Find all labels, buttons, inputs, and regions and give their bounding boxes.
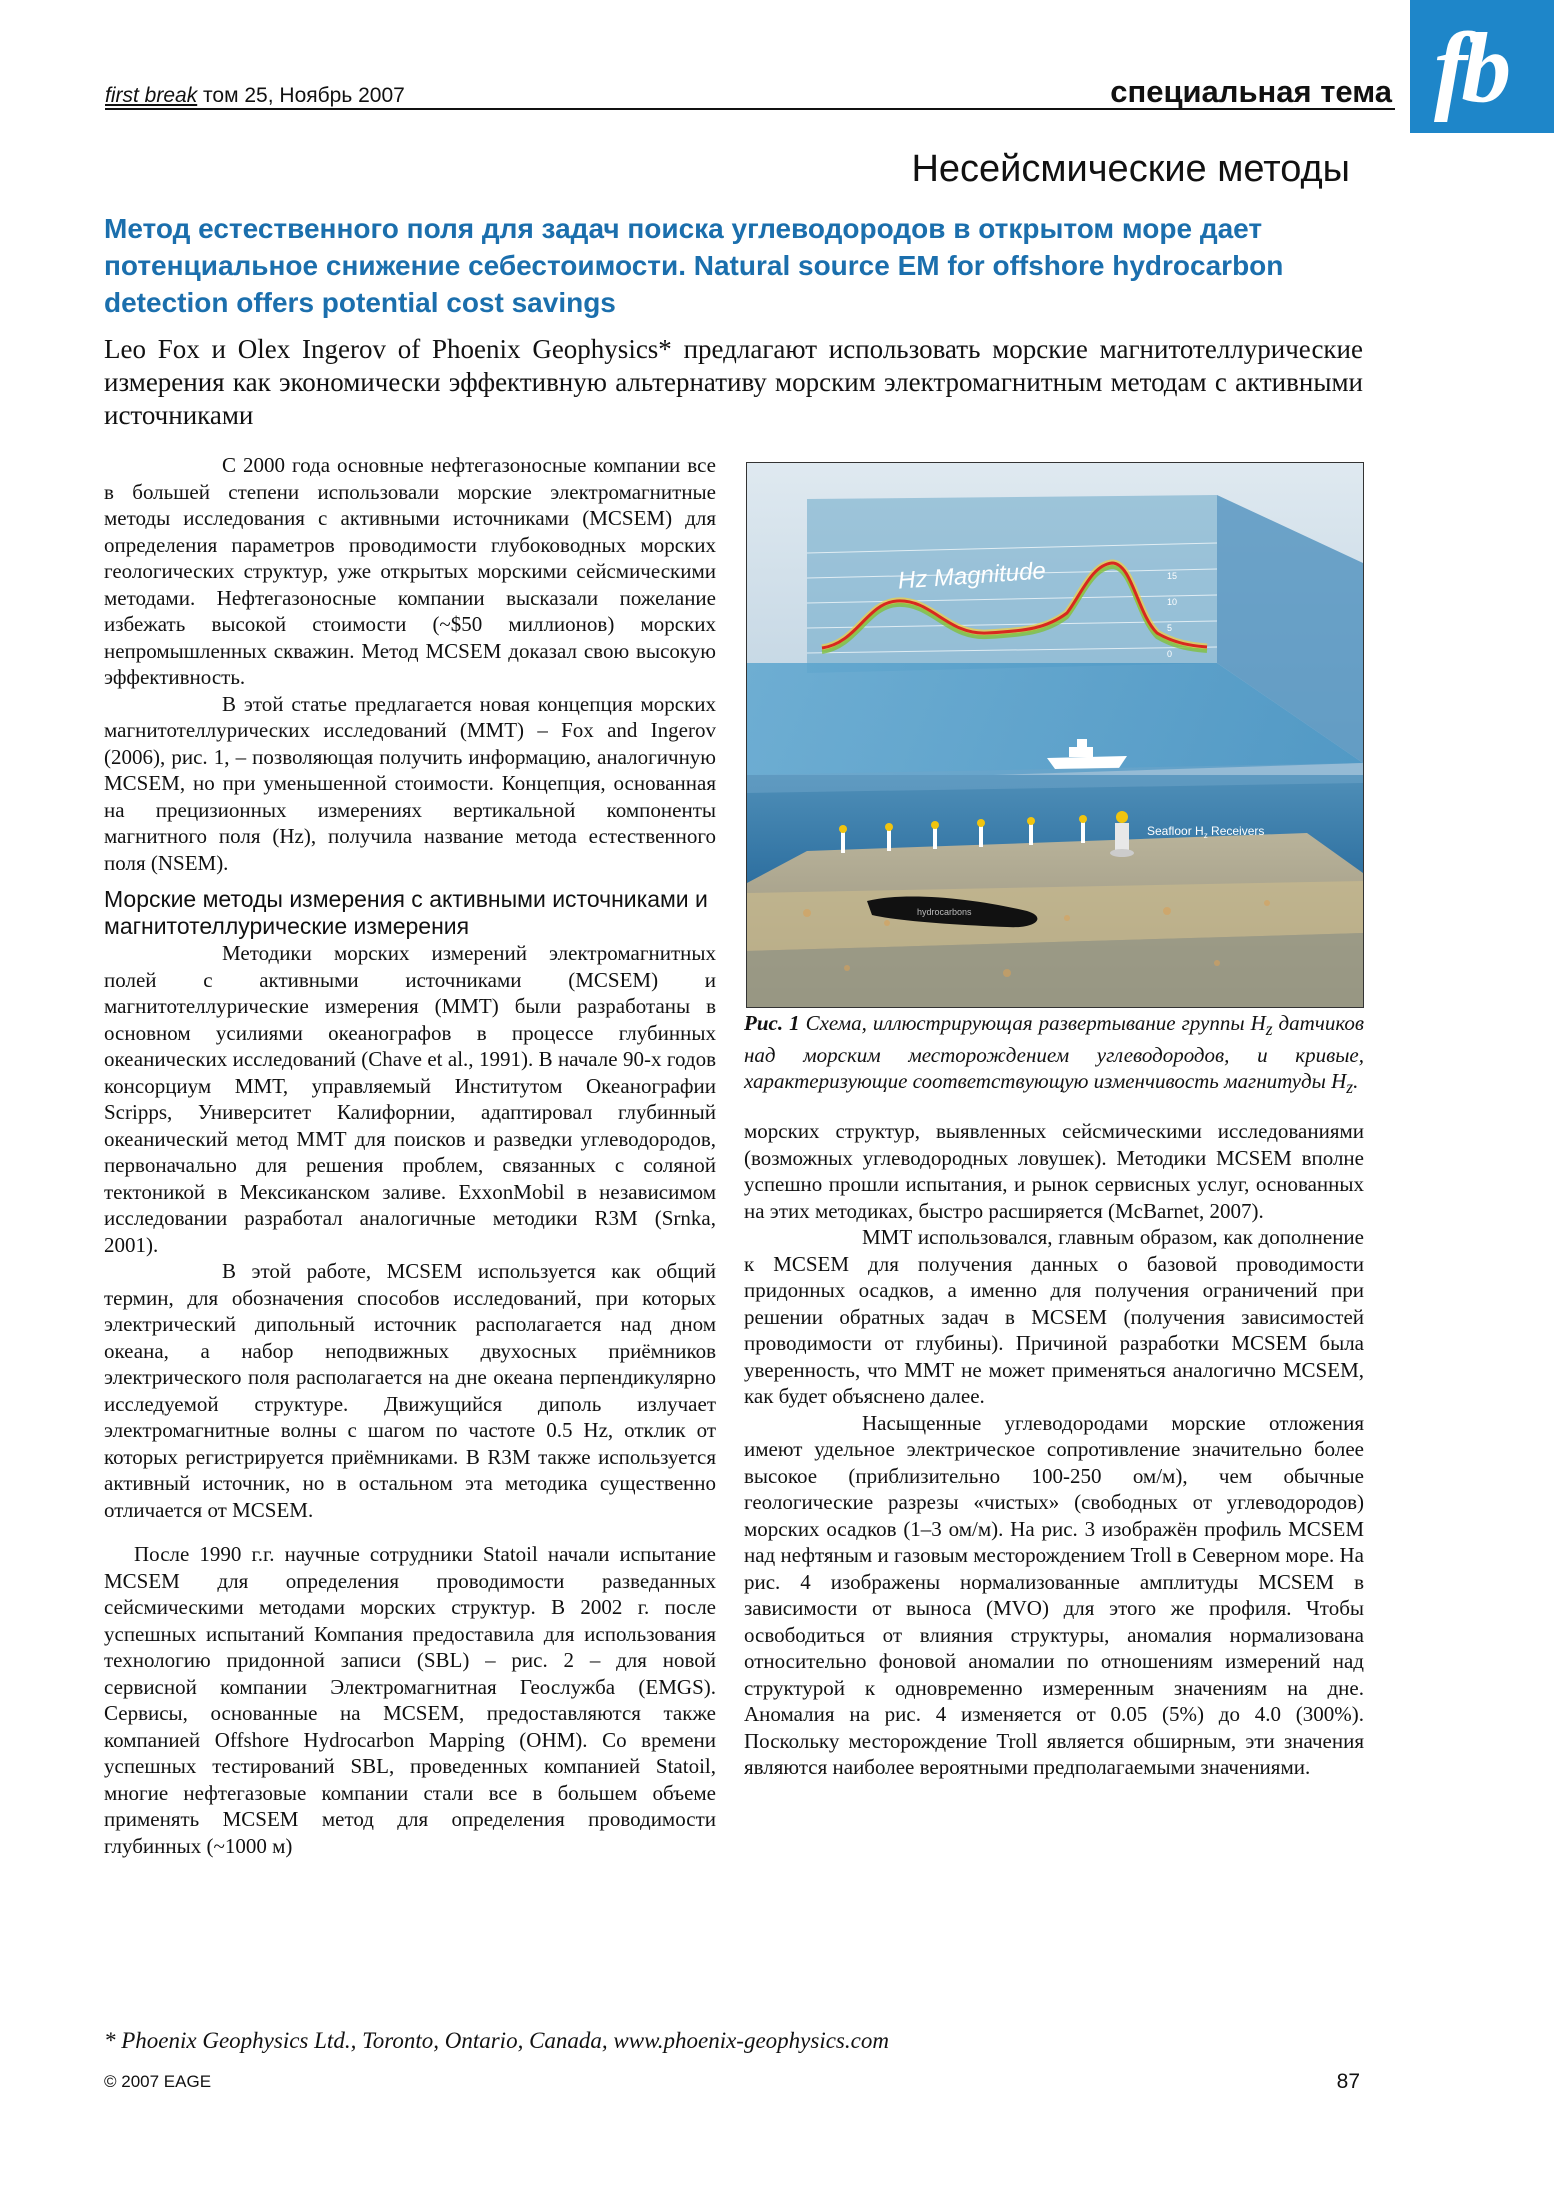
magnitude-label: Hz Magnitude [897, 557, 1047, 595]
fb-logo [1410, 0, 1554, 133]
article-title: Метод естественного поля для задач поиска углеводородов в открытом море дает потенциальное снижение себестоимости. Natural source EM for offshore hydrocarbon detection offers potential cost savings [104, 213, 1284, 318]
paragraph: В этой статье предлагается новая концепция морских магнитотеллурических исследований (ММТ) – Fox and Ingerov (2006), рис. 1, – позволяющая получить информацию, аналогичную MCSEM, но при уменьшенной стоимости. Концепция, основанная на прецизионных измерениях вертикальной компоненты магнитного поля (Hz), получила название метода естественного поля (NSEM). [104, 691, 716, 875]
figure-caption [744, 1010, 1364, 1100]
paragraph: С 2000 года основные нефтегазоносные компании все в большей степени использовали морские электромагнитные методы исследования с активными источниками (MCSEM) для определения параметров проводимости глубоководных морских геологических структур, уже открытых морскими сейсмическими методами. Нефтегазоносные компании высказали пожелание избежать высокой стоимости (~$50 миллионов) морских непромышленных скважин. Метод MCSEM доказал свою высокую эффективность. [104, 453, 716, 689]
journal-name: first break [105, 84, 198, 107]
footnote: * Phoenix Geophysics Ltd., Toronto, Ontario, Canada, www.phoenix-geophysics.com [104, 2028, 889, 2053]
journal-issue: том 25, Ноябрь 2007 [203, 84, 405, 107]
page-number: 87 [1336, 2070, 1360, 2093]
logo-text: fb [1434, 12, 1506, 123]
scale-tick: 15 [1167, 571, 1178, 581]
paragraph: В этой работе, MCSEM используется как общий термин, для обозначения способов исследований, при которых электрический дипольный источник располагается над дном океана, а набор неподвижных двухосных приёмников электрического поля располагается на дне океана перпендикулярно исследуемой структуре. Движущийся диполь излучает электромагнитные волны с шагом по частоте 0.5 Hz, отклик от которых регистрируется приёмниками. В R3M также используется активный источник, но в остальном эта методика существенно отличается от MCSEM. [104, 1259, 716, 1522]
figure-illustration [747, 463, 1363, 1007]
topic-title: Несейсмические методы [911, 148, 1350, 190]
journal-header [105, 84, 405, 108]
left-column [104, 452, 716, 1859]
paragraph: Насыщенные углеводородами морские отложения имеют удельное электрическое сопротивление значительно более высокое (приблизительно 100-250 ом/м), чем обычные геологические разрезы «чистых» (свободных от углеводородов) морских осадков (1–3 ом/м). На рис. 3 изображён профиль MCSEM над нефтяным и газовым месторождением Troll в Северном море. На рис. 4 изображены нормализованные амплитуды MCSEM в зависимости от выноса (MVO) для этого же профиля. Чтобы освободиться от влияния структуры, аномалия нормализована относительно фоновой аномалии по отношениям измерений над структурой к одновременно измеренным значениям на дне. Аномалия на рис. 4 изменяется от 0.05 (5%) до 4.0 (300%). Поскольку месторождение Troll является обширным, эти значения являются наиболее вероятными предполагаемыми значениями. [744, 1410, 1364, 1779]
hydrocarbons-label: hydrocarbons [917, 907, 972, 917]
caption-label: Рис. 1 [744, 1011, 800, 1035]
receivers-label: Seafloor $H_z$ Receivers [1147, 824, 1265, 840]
article-intro: Leo Fox и Olex Ingerov of Phoenix Geophysics* предлагают использовать морские магнитотеллурические измерения как экономически эффективную альтернативу морским электромагнитным методам с активными источниками [104, 334, 1363, 430]
scale-tick: 0 [1167, 649, 1173, 659]
caption-sub: z [1265, 1019, 1273, 1040]
paragraph: морских структур, выявленных сейсмическими исследованиями (возможных углеводородных ловушек). Методики MCSEM вполне успешно прошли испытания, и рынок сервисных услуг, основанных на этих методиках, быстро расширяется (McBarnet, 2007). [744, 1119, 1364, 1223]
caption-text: Схема, иллюстрирующая развертывание группы H [805, 1011, 1266, 1035]
paragraph: Методики морских измерений электромагнитных полей с активными источниками (MCSEM) и магнитотеллурические измерения (ММТ) были разработаны в основном усилиями океанографов в процессе глубинных океанических исследований (Chave et al., 1991). В начале 90-х годов консорциум ММТ, управляемый Институтом Океанографии Scripps, Университет Калифорнии, адаптировал глубинный океанический метод ММТ для поисков и разведки углеводородов, первоначально для решения проблем, связанных с соляной тектоникой в Мексиканском заливе. ExxonMobil в независимом исследовании разработал аналогичные методики R3M (Srnka, 2001). [104, 941, 716, 1257]
caption-text-2: датчиков над морским месторождением углеводородов, и кривые, характеризующие соответствующую изменчивость магнитуды H [744, 1011, 1365, 1094]
copyright: © 2007 EAGE [104, 2072, 212, 2091]
paragraph: После 1990 г.г. научные сотрудники Statoil начали испытание MCSEM для определения проводимости разведанных сейсмическими методами морских структур. В 2002 г. после успешных испытаний Компания предоставила для использования технологию придонной записи (SBL) – рис. 2 – для новой сервисной компании Электромагнитная Геослужба (EMGS). Сервисы, основанные на MCSEM, предоставляются также компанией Offshore Hydrocarbon Mapping (OHM). Со времени успешных тестирований SBL, проведенных компанией Statoil, многие нефтегазовые компании стали все в большем объеме применять MCSEM метод для определения проводимости глубинных (~1000 м) [104, 1542, 716, 1858]
caption-sub-2: z [1346, 1077, 1354, 1098]
caption-end: . [1353, 1069, 1359, 1094]
figure-1 [746, 462, 1364, 1008]
section-label: специальная тема [1110, 74, 1392, 109]
subheading: Морские методы измерения с активными источниками и магнитотеллурические измерения [104, 886, 708, 939]
scale-tick: 10 [1167, 597, 1178, 607]
scale-tick: 5 [1167, 623, 1173, 633]
paragraph: ММТ использовался, главным образом, как дополнение к MCSEM для получения данных о базовой проводимости придонных осадков, а именно для получения ограничений при решении обратных задач в MCSEM (получения зависимостей проводимости от глубины). Причиной разработки MCSEM была уверенность, что ММТ не может применяться аналогично MCSEM, как будет объяснено далее. [744, 1225, 1364, 1408]
right-column [744, 1118, 1364, 1781]
